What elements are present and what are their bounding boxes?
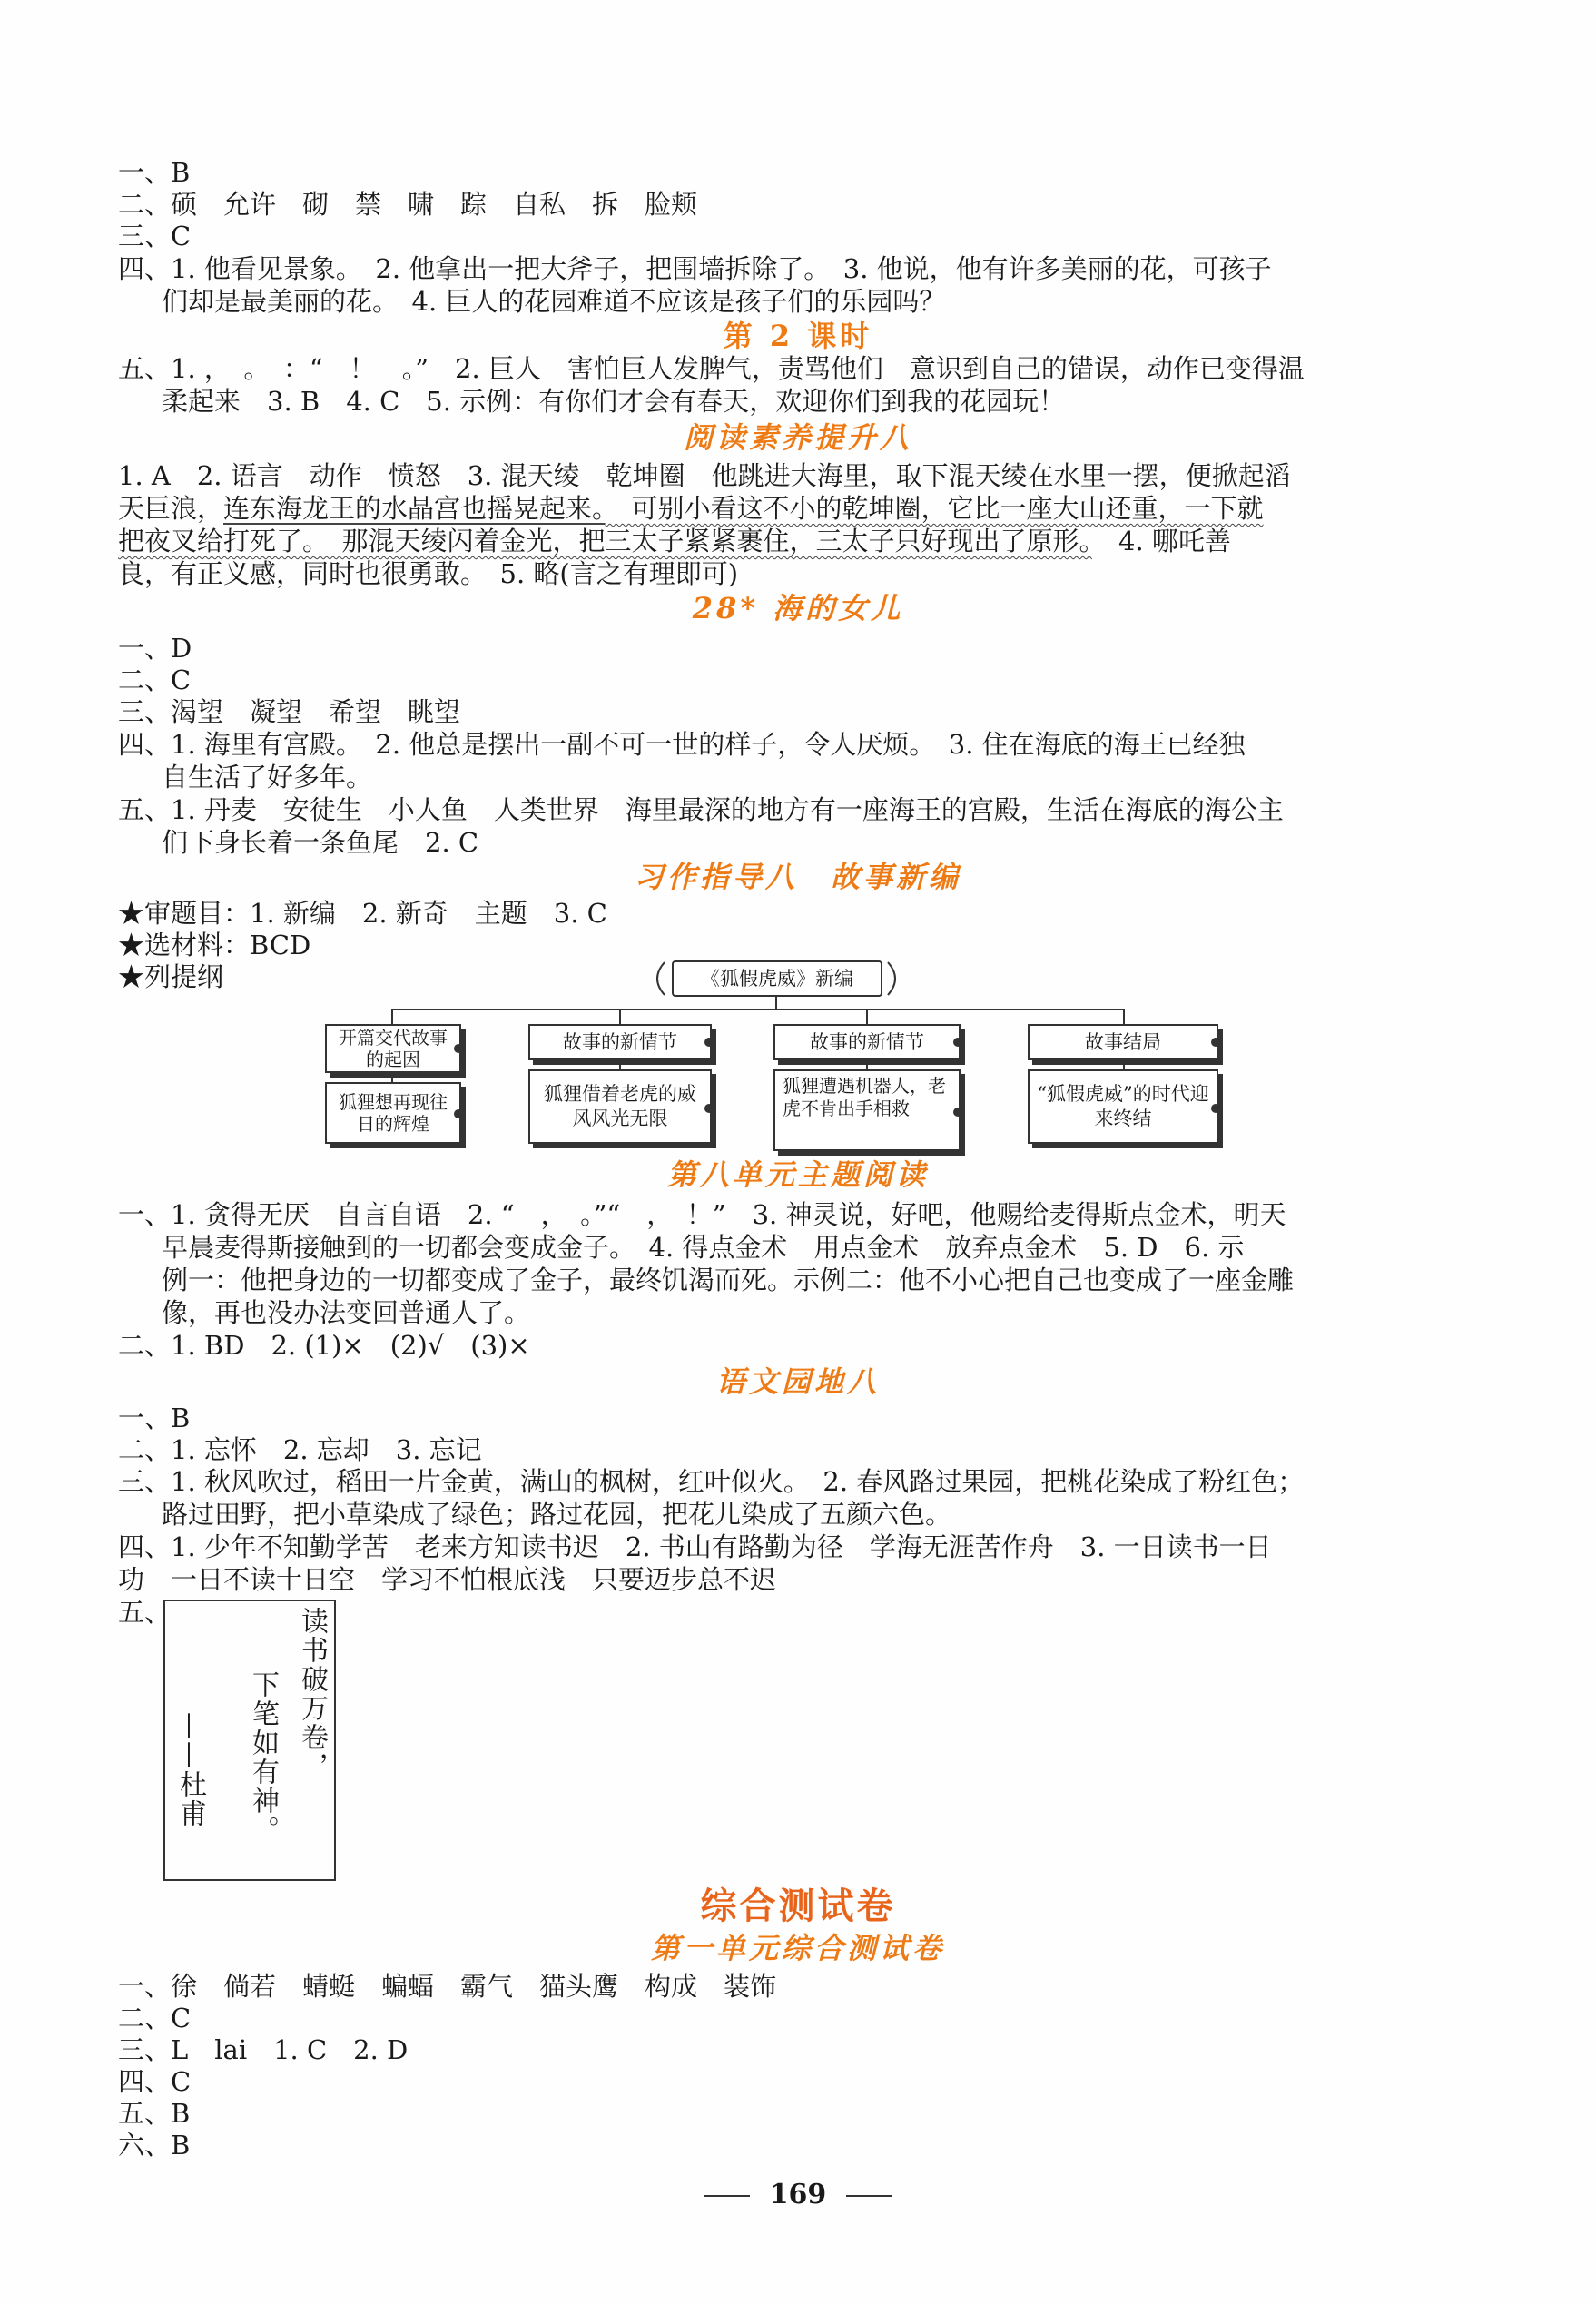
- outline-header-3: 故事的新情节: [773, 1024, 961, 1060]
- answer-line: 三、渴望 凝望 希望 眺望: [118, 696, 461, 727]
- section-heading-lesson2: 第 2 课时: [723, 319, 873, 353]
- answer-line: 五、B: [118, 2098, 191, 2129]
- item-label: 五、: [118, 1597, 172, 1628]
- outline-dot: [1211, 1104, 1220, 1113]
- answer-line: 柔起来 3. B 4. C 5. 示例：有你们才会有春天，欢迎你们到我的花园玩！: [162, 386, 1066, 417]
- section-heading-garden8: 语文园地八: [715, 1364, 880, 1399]
- answer-line: 四、1. 他看见景象。 2. 他拿出一把大斧子，把围墙拆除了。 3. 他说，他有许多美丽的花，可孩子: [118, 253, 1272, 284]
- answer-line: 二、1. 忘怀 2. 忘却 3. 忘记: [118, 1434, 482, 1465]
- answer-line: 五、1. 丹麦 安徒生 小人鱼 人类世界 海里最深的地方有一座海王的宫殿，生活在海底的海公主: [118, 794, 1284, 825]
- section-heading-reading8: 阅读素养提升八: [683, 420, 912, 455]
- outline-header-2: 故事的新情节: [528, 1024, 712, 1060]
- answer-line: 一、B: [118, 1403, 191, 1433]
- answer-line: 五、1. ， 。 ：“ ！ 。” 2. 巨人 害怕巨人发脾气，责骂他们 意识到自己的错误，动作已变得温: [118, 353, 1305, 384]
- answer-line: ★审题目：1. 新编 2. 新奇 主题 3. C: [118, 898, 607, 929]
- outline-dot: [454, 1109, 463, 1118]
- plain-text: 天巨浪，: [118, 493, 224, 524]
- answer-line: 像，再也没办法变回普通人了。: [162, 1297, 531, 1328]
- outline-content-1: 狐狸想再现往日的辉煌: [325, 1082, 461, 1144]
- plain-text: 4. 哪吒善: [1092, 526, 1231, 556]
- answer-line: 自生活了好多年。: [162, 762, 373, 793]
- couplet-box: [163, 1600, 336, 1881]
- answer-line: 四、1. 海里有宫殿。 2. 他总是摆出一副不可一世的样子，令人厌烦。 3. 住在海底的海王已经独: [118, 729, 1246, 760]
- page-number-text: 169: [769, 2179, 827, 2210]
- answer-line: 六、B: [118, 2130, 191, 2161]
- answer-line: 四、1. 少年不知勤学苦 老来方知读书迟 2. 书山有路勤为径 学海无涯苦作舟 3. 一日读书一日: [118, 1531, 1272, 1562]
- section-heading-comprehensive: 综合测试卷: [700, 1885, 896, 1927]
- couplet-author: ——杜甫: [174, 1712, 206, 1828]
- reading-answer-line: 1. A 2. 语言 动作 愤怒 3. 混天绫 乾坤圈 他跳进大海里，取下混天绫在水里一摆，便掀起滔: [118, 460, 1291, 491]
- answer-line: ★选材料：BCD: [118, 930, 311, 960]
- answer-line: 一、B: [118, 157, 191, 188]
- answer-line: 二、C: [118, 2003, 192, 2033]
- answer-line: 们却是最美丽的花。 4. 巨人的花园难道不应该是孩子们的乐园吗？: [162, 286, 946, 317]
- outline-dot: [953, 1108, 962, 1117]
- answer-line: 二、1. BD 2. (1)× (2)√ (3)×: [118, 1330, 530, 1361]
- outline-content-3: 狐狸遭遇机器人，老虎不肯出手相救: [773, 1069, 961, 1151]
- outline-dot: [704, 1038, 714, 1047]
- wavy-underlined-sentence: 把夜叉给打死了。: [118, 526, 316, 556]
- outline-content-4: “狐假虎威”的时代迎来终结: [1028, 1069, 1218, 1144]
- answer-line: 四、C: [118, 2066, 192, 2097]
- answer-line: ★列提纲: [118, 961, 224, 992]
- outline-dot: [454, 1044, 463, 1053]
- wavy-underlined-sentence: 那混天绫闪着金光，把三太子紧紧裹住，三太子只好现出了原形。: [315, 526, 1093, 556]
- answer-line: 路过田野，把小草染成了绿色；路过花园，把花儿染成了五颜六色。: [162, 1499, 952, 1530]
- page-number: [0, 2179, 1596, 2210]
- reading-answer-line: 良，有正义感，同时也很勇敢。 5. 略(言之有理即可): [118, 558, 739, 589]
- answer-line: 三、1. 秋风吹过，稻田一片金黄，满山的枫树，红叶似火。 2. 春风路过果园，把桃花染成了粉红色；: [118, 1466, 1305, 1497]
- answer-line: 们下身长着一条鱼尾 2. C: [162, 827, 479, 858]
- outline-dot: [704, 1104, 714, 1113]
- answer-line: 功 一日不读十日空 学习不怕根底浅 只要迈步总不迟: [118, 1564, 777, 1595]
- section-heading-unit8: 第八单元主题阅读: [666, 1157, 929, 1192]
- answer-line: 一、徐 倘若 蜻蜓 蝙蝠 霸气 猫头鹰 构成 装饰: [118, 1971, 777, 2002]
- section-heading-writing8: 习作指导八 故事新编: [634, 860, 961, 894]
- outline-root: 《狐假虎威》新编: [672, 960, 882, 997]
- wavy-underlined-sentence: 可别小看这不小的乾坤圈，它比一座大山还重，一下就: [605, 493, 1264, 524]
- answer-line: 二、C: [118, 665, 192, 695]
- answer-line: 早晨麦得斯接触到的一切都会变成金子。 4. 得点金术 用点金术 放弃点金术 5. D 6. 示: [162, 1232, 1245, 1263]
- underlined-sentence: 连东海龙王的水晶宫也摇晃起来。: [223, 493, 606, 524]
- couplet-line-1: 读书破万卷，: [296, 1607, 328, 1781]
- section-heading-lesson28: 28* 海的女儿: [692, 591, 904, 625]
- outline-header-1: 开篇交代故事的起因: [325, 1024, 461, 1073]
- answer-line: 三、L lai 1. C 2. D: [118, 2034, 409, 2065]
- couplet-line-2: 下笔如有神。: [247, 1670, 279, 1845]
- outline-header-4: 故事结局: [1028, 1024, 1218, 1060]
- answer-line: 一、D: [118, 633, 192, 664]
- outline-content-2: 狐狸借着老虎的威风风光无限: [528, 1069, 712, 1144]
- outline-dot: [953, 1038, 962, 1047]
- answer-line: 三、C: [118, 221, 192, 251]
- answer-line: 一、1. 贪得无厌 自言自语 2. “ ， 。”“ ， ！” 3. 神灵说，好吧，他赐给麦得斯点金术，明天: [118, 1199, 1286, 1230]
- answer-line: 例一：他把身边的一切都变成了金子，最终饥渴而死。示例二：他不小心把自己也变成了一座金雕: [162, 1265, 1295, 1295]
- answer-line: 二、硕 允许 砌 禁 啸 踪 自私 拆 脸颊: [118, 189, 698, 220]
- section-heading-unit1-test: 第一单元综合测试卷: [650, 1931, 945, 1965]
- outline-dot: [1211, 1038, 1220, 1047]
